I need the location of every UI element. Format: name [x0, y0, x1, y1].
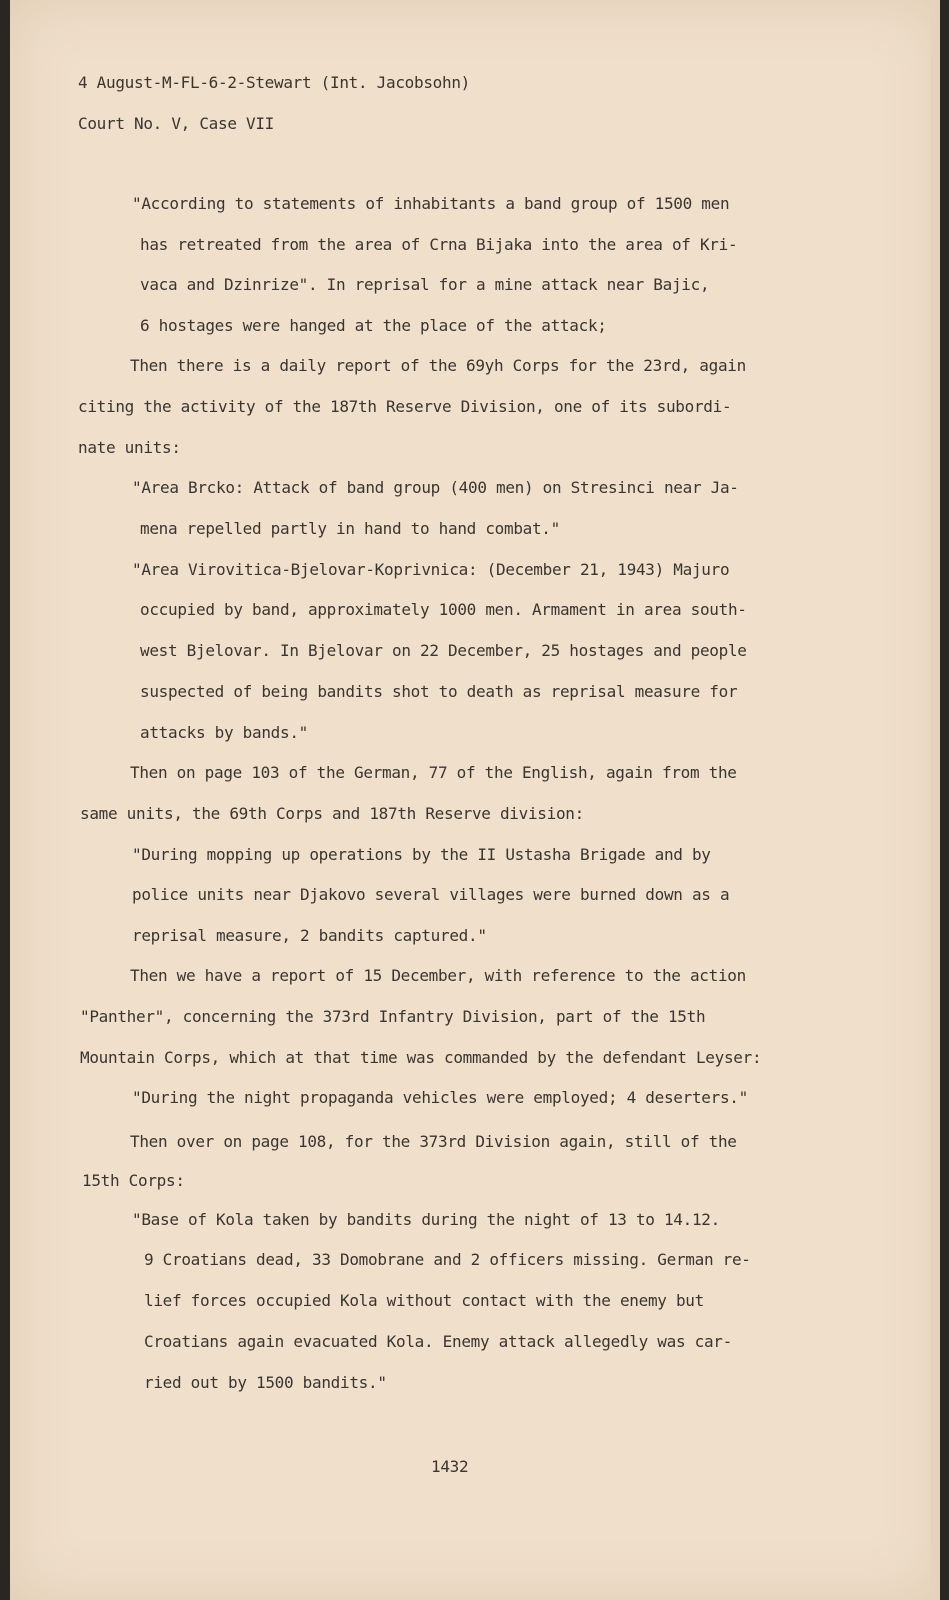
body-line: 15th Corps:: [82, 1171, 185, 1190]
body-line: "Panther", concerning the 373rd Infantry Division, part of the 15th: [80, 1007, 706, 1026]
body-line: citing the activity of the 187th Reserve Division, one of its subordi-: [78, 397, 732, 416]
body-line: "Base of Kola taken by bandits during the night of 13 to 14.12.: [132, 1210, 720, 1229]
body-line: has retreated from the area of Crna Bijaka into the area of Kri-: [140, 235, 738, 254]
body-line: mena repelled partly in hand to hand combat.": [140, 519, 560, 538]
body-line: west Bjelovar. In Bjelovar on 22 December, 25 hostages and people: [140, 641, 747, 660]
body-line: "During mopping up operations by the II Ustasha Brigade and by: [132, 845, 711, 864]
body-line: 6 hostages were hanged at the place of the attack;: [140, 316, 607, 335]
body-line: Croatians again evacuated Kola. Enemy attack allegedly was car-: [144, 1332, 732, 1351]
body-line: ried out by 1500 bandits.": [144, 1373, 387, 1392]
body-line: same units, the 69th Corps and 187th Reserve division:: [80, 804, 584, 823]
body-line: Then there is a daily report of the 69yh Corps for the 23rd, again: [130, 356, 746, 375]
header-line-1: 4 August-M-FL-6-2-Stewart (Int. Jacobsohn): [78, 73, 470, 92]
body-line: "Area Brcko: Attack of band group (400 men) on Stresinci near Ja-: [132, 478, 739, 497]
body-line: reprisal measure, 2 bandits captured.": [132, 926, 487, 945]
body-line: 9 Croatians dead, 33 Domobrane and 2 officers missing. German re-: [144, 1250, 751, 1269]
body-line: lief forces occupied Kola without contact with the enemy but: [144, 1291, 704, 1310]
body-line: "During the night propaganda vehicles were employed; 4 deserters.": [132, 1088, 748, 1107]
body-line: Then on page 103 of the German, 77 of the English, again from the: [130, 763, 737, 782]
body-line: occupied by band, approximately 1000 men. Armament in area south-: [140, 600, 747, 619]
page-number: 1432: [431, 1457, 469, 1476]
body-line: "Area Virovitica-Bjelovar-Koprivnica: (December 21, 1943) Majuro: [132, 560, 730, 579]
body-line: attacks by bands.": [140, 723, 308, 742]
body-line: "According to statements of inhabitants a band group of 1500 men: [132, 194, 730, 213]
body-line: nate units:: [78, 438, 181, 457]
body-line: Then we have a report of 15 December, with reference to the action: [130, 966, 746, 985]
header-line-2: Court No. V, Case VII: [78, 114, 274, 133]
body-line: Then over on page 108, for the 373rd Division again, still of the: [130, 1132, 737, 1151]
page-edge: [931, 0, 940, 1600]
body-line: police units near Djakovo several villages were burned down as a: [132, 885, 730, 904]
body-line: vaca and Dzinrize". In reprisal for a mine attack near Bajic,: [140, 275, 710, 294]
body-line: Mountain Corps, which at that time was commanded by the defendant Leyser:: [80, 1048, 762, 1067]
document-page: [10, 0, 940, 1600]
body-line: suspected of being bandits shot to death as reprisal measure for: [140, 682, 738, 701]
